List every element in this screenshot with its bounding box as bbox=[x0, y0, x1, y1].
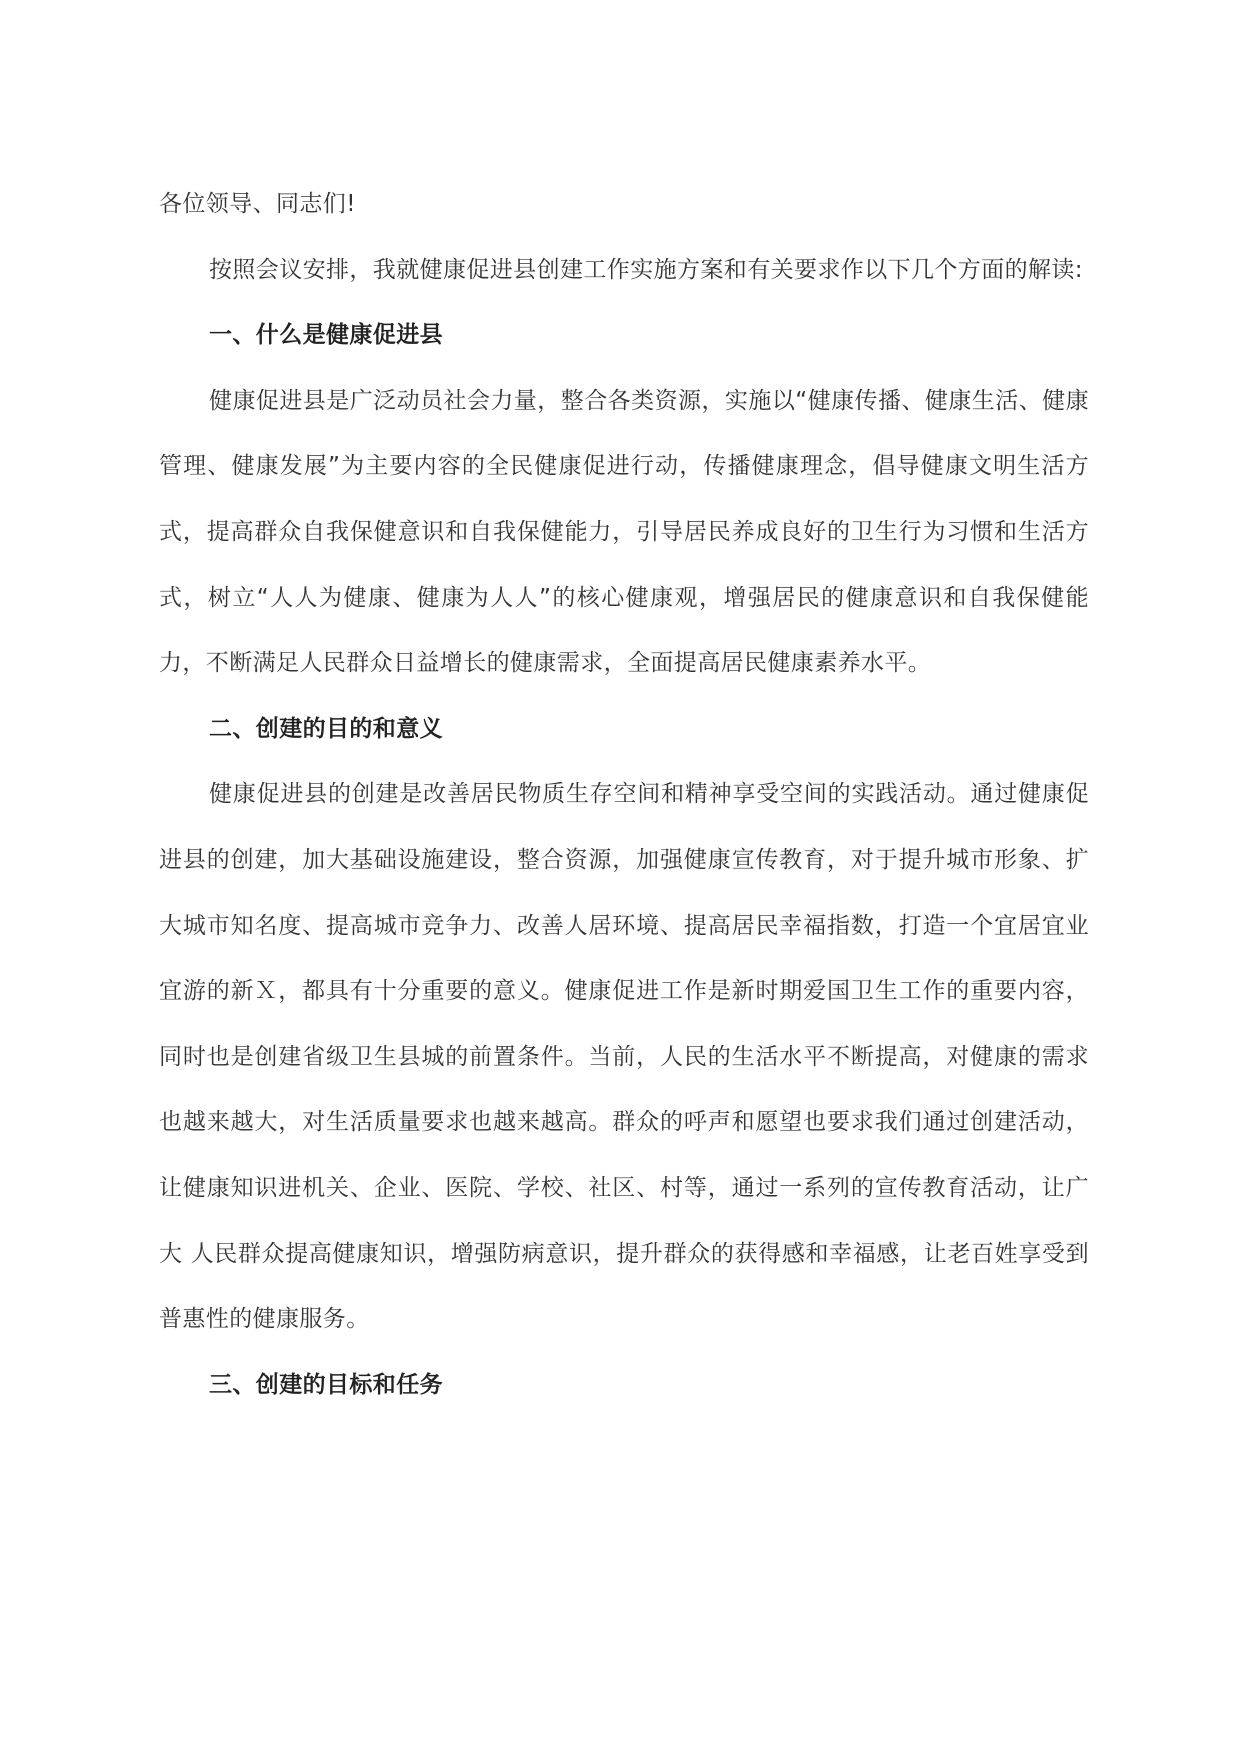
section-heading-2: 二、创建的目的和意义 bbox=[209, 715, 443, 742]
intro-paragraph: 按照会议安排，我就健康促进县创建工作实施方案和有关要求作以下几个方面的解读: bbox=[209, 256, 1083, 283]
document-body bbox=[159, 172, 1089, 1418]
section-body-2: 健康促进县的创建是改善居民物质生存空间和精神享受空间的实践活动。通过健康促进县的创建，加大基础设施建设，整合资源，加强健康宣传教育，对于提升城市形象、扩大城市知名度、提高城市竞争力、改善人居环境、提高居民幸福指数，打造一个宜居宜业宜游的新Ｘ，都具有十分重要的意义。健康促进工作是新时期爱国卫生工作的重要内容，同时也是创建省级卫生县城的前置条件。当前，人民的生活水平不断提高，对健康的需求也越来越大，对生活质量要求也越来越高。群众的呼声和愿望也要求我们通过创建活动，让健康知识进机关、企业、医院、学校、社区、村等，通过一系列的宣传教育活动，让广大 人民群众提高健康知识，增强防病意识，提升群众的获得感和幸福感，让老百姓享受到普惠性的健康服务。 bbox=[159, 781, 1089, 1333]
section-body-1: 健康促进县是广泛动员社会力量，整合各类资源，实施以“健康传播、健康生活、健康管理、健康发展”为主要内容的全民健康促进行动，传播健康理念，倡导健康文明生活方式，提高群众自我保健意识和自我保健能力，引导居民养成良好的卫生行为习惯和生活方式，树立“人人为健康、健康为人人”的核心健康观，增强居民的健康意识和自我保健能力，不断满足人民群众日益增长的健康需求，全面提高居民健康素养水平。 bbox=[159, 387, 1089, 677]
section-heading-1: 一、什么是健康促进县 bbox=[209, 322, 443, 349]
section-heading-3: 三、创建的目标和任务 bbox=[209, 1371, 443, 1398]
salutation: 各位领导、同志们! bbox=[159, 191, 356, 217]
